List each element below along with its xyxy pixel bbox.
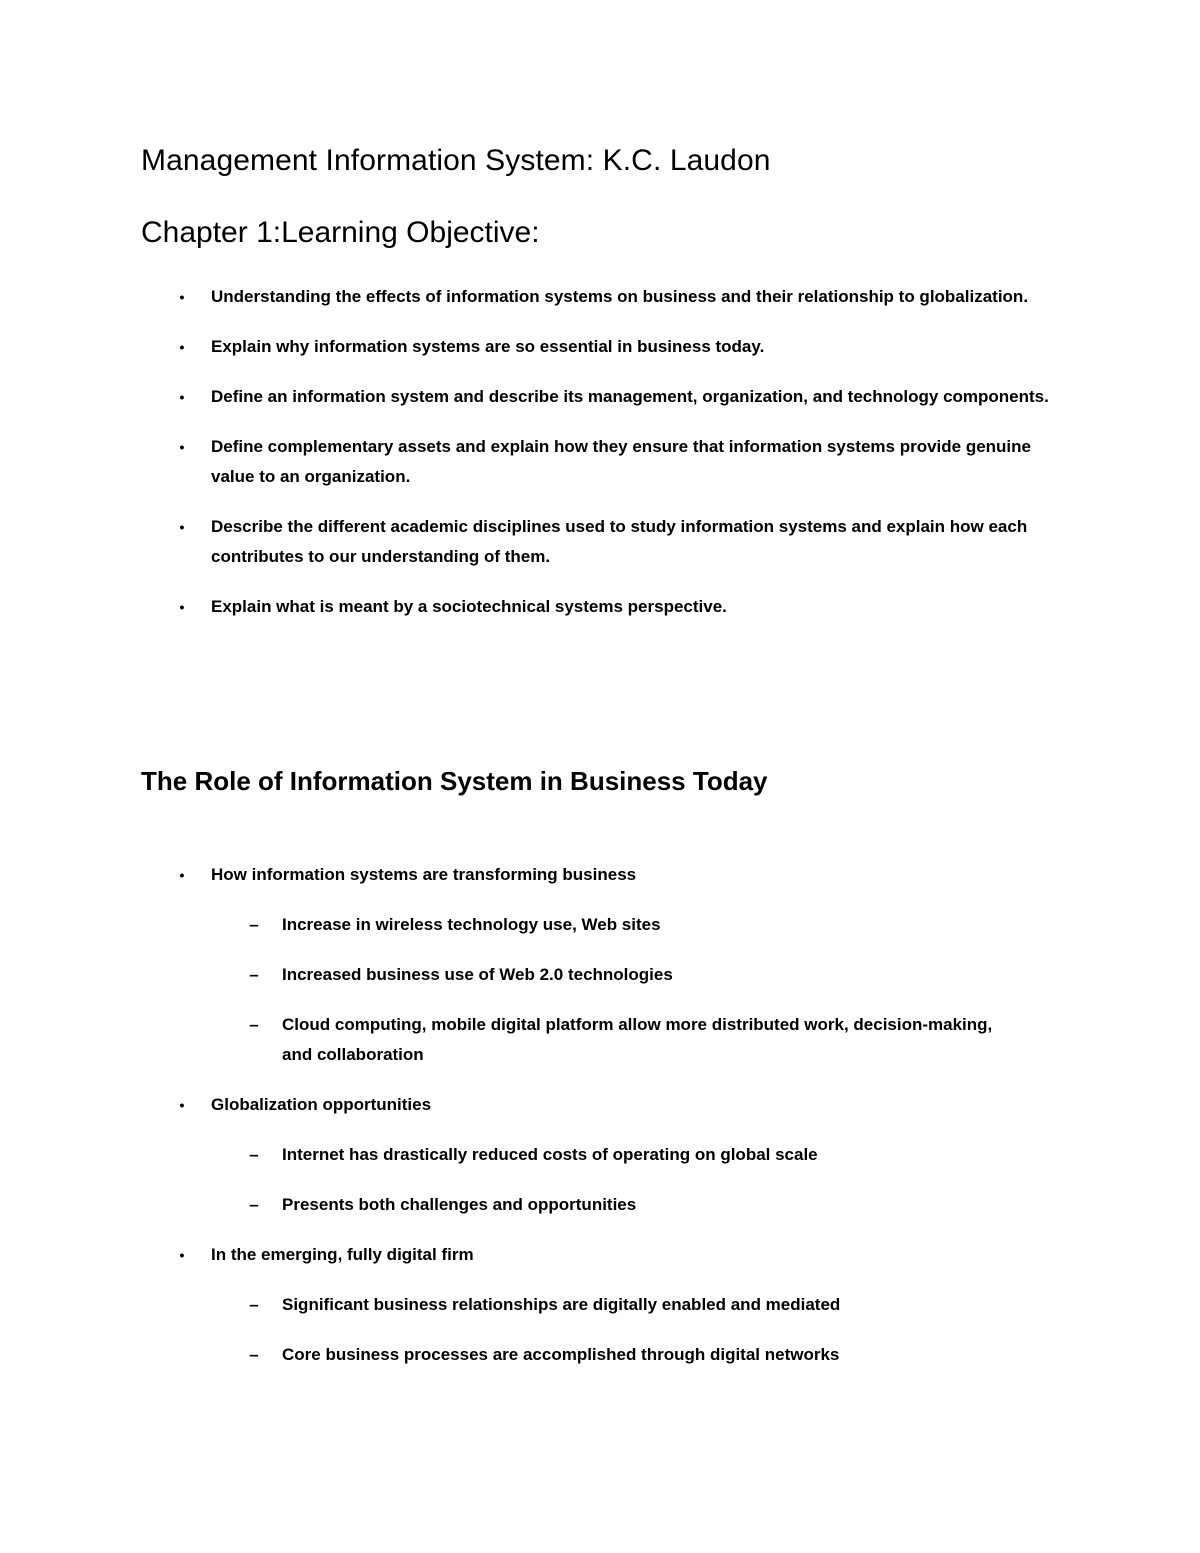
- bullet-icon: •: [179, 519, 185, 535]
- sub-item-text: Significant business relationships are digitally enabled and mediated: [282, 1295, 841, 1314]
- sub-item-text: Core business processes are accomplished through digital networks: [282, 1345, 840, 1364]
- group-label: In the emerging, fully digital firm: [211, 1245, 474, 1264]
- objective-text: Define complementary assets and explain how they ensure that information systems provide genuine value to an organization.: [211, 437, 1031, 486]
- bullet-icon: •: [179, 599, 185, 615]
- sub-item: [0, 1140, 1200, 1170]
- dash-icon: –: [249, 1195, 259, 1214]
- section-heading: The Role of Information System in Business Today: [141, 766, 768, 796]
- objective-item: [0, 592, 1200, 622]
- chapter-heading: Chapter 1:Learning Objective:: [141, 216, 540, 249]
- sub-item-text: Internet has drastically reduced costs of operating on global scale: [282, 1145, 818, 1164]
- bullet-icon: •: [179, 289, 185, 305]
- bullet-icon: •: [179, 389, 185, 405]
- objective-item: [0, 432, 1200, 492]
- objective-text: Define an information system and describe its management, organization, and technology components.: [211, 387, 1049, 406]
- objective-text: Explain why information systems are so essential in business today.: [211, 337, 765, 356]
- sub-list: [0, 1140, 1200, 1220]
- sub-item: [0, 1010, 1200, 1070]
- dash-icon: –: [249, 1145, 259, 1164]
- objective-text: Describe the different academic disciplines used to study information systems and explain how each contributes to our understanding of them.: [211, 517, 1028, 566]
- sub-item: [0, 1340, 1200, 1370]
- sub-list: [0, 910, 1200, 1070]
- objective-item: [0, 382, 1200, 412]
- objective-item: [0, 332, 1200, 362]
- sub-item-text: Increase in wireless technology use, Web sites: [282, 915, 661, 934]
- bullet-icon: •: [179, 339, 185, 355]
- section-group: [0, 860, 1200, 1070]
- sub-item-text: Presents both challenges and opportunities: [282, 1195, 637, 1214]
- bullet-icon: •: [179, 867, 185, 883]
- section-group: [0, 1240, 1200, 1370]
- group-label: Globalization opportunities: [211, 1095, 432, 1114]
- sub-item-text: Cloud computing, mobile digital platform allow more distributed work, decision-making, and collaboration: [282, 1015, 993, 1064]
- bullet-icon: •: [179, 1247, 185, 1263]
- sub-item: [0, 960, 1200, 990]
- sub-item: [0, 1290, 1200, 1320]
- section-bullet-list: [0, 860, 1200, 1390]
- learning-objectives-list: [0, 282, 1200, 642]
- dash-icon: –: [249, 1015, 259, 1034]
- sub-item: [0, 1190, 1200, 1220]
- objective-item: [0, 512, 1200, 572]
- bullet-icon: •: [179, 439, 185, 455]
- dash-icon: –: [249, 915, 259, 934]
- sub-list: [0, 1290, 1200, 1370]
- sub-item: [0, 910, 1200, 940]
- dash-icon: –: [249, 1345, 259, 1364]
- sub-item-text: Increased business use of Web 2.0 technologies: [282, 965, 673, 984]
- group-label: How information systems are transforming business: [211, 865, 637, 884]
- document-title: Management Information System: K.C. Laudon: [141, 144, 771, 177]
- objective-text: Explain what is meant by a sociotechnical systems perspective.: [211, 597, 727, 616]
- objective-text: Understanding the effects of information systems on business and their relationship to globalization.: [211, 287, 1029, 306]
- objective-item: [0, 282, 1200, 312]
- dash-icon: –: [249, 1295, 259, 1314]
- bullet-icon: •: [179, 1097, 185, 1113]
- dash-icon: –: [249, 965, 259, 984]
- section-group: [0, 1090, 1200, 1220]
